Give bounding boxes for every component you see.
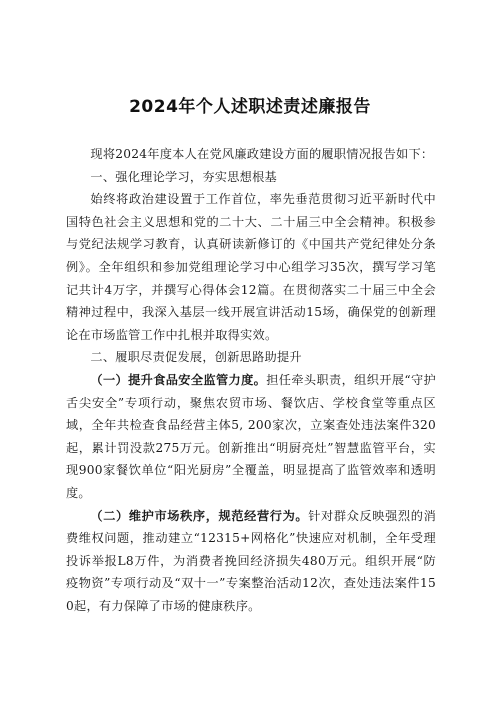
section-2-item-1-body: 担任牵头职责，组织开展“守护舌尖安全”专项行动，聚焦农贸市场、餐饮店、学校食堂等重点区域，全年共检查食品经营主体5, 200家次，立案查处违法案件320起，累计罚没款275万元。创新推出“明厨亮灶”智慧监管平台，实现900家餐饮单位“阳光厨房”全覆盖，明显提高了监管效率和透明度。 — [66, 372, 436, 500]
section-2-item-1-lead: （一）提升食品安全监管力度。 — [90, 372, 267, 387]
intro-paragraph: 现将2024年度本人在党风廉政建设方面的履职情况报告如下： — [90, 147, 434, 161]
section-1-heading: 一、强化理论学习，夯实思想根基 — [90, 169, 277, 184]
document-body — [66, 143, 436, 617]
section-2-item-2-paragraph — [66, 505, 436, 618]
section-2-item-2-lead: （二）维护市场秩序，规范经营行为。 — [90, 508, 309, 523]
section-2-heading: 二、履职尽责促发展，创新思路助提升 — [90, 350, 302, 365]
section-2-item-1-paragraph — [66, 369, 436, 505]
section-2-item-2-body: 针对群众反映强烈的消费维权问题，推动建立“12315+网格化”快速应对机制，全年受理投诉举报L8万件，为消费者挽回经济损失480万元。组织开展“防疫物资”专项行动及“双十一”专案整治活动12次，查处违法案件150起，有力保障了市场的健康秩序。 — [66, 508, 437, 613]
section-1-paragraph: 始终将政治建设置于工作首位，率先垂范贯彻习近平新时代中国特色社会主义思想和党的二十大、二十届三中全会精神。积极参与党纪法规学习教育，认真研读新修订的《中国共产党纪律处分条例》。全年组织和参加党组理论学习中心组学习35次，撰写学习笔记共计4万字，并撰写心得体会12篇。在贯彻落实二十届三中全会精神过程中，我深入基层一线开展宣讲活动15场，确保党的创新理论在市场监管工作中扎根并取得实效。 — [66, 192, 436, 342]
document-title: 2024年个人述职述责述廉报告 — [129, 97, 371, 117]
